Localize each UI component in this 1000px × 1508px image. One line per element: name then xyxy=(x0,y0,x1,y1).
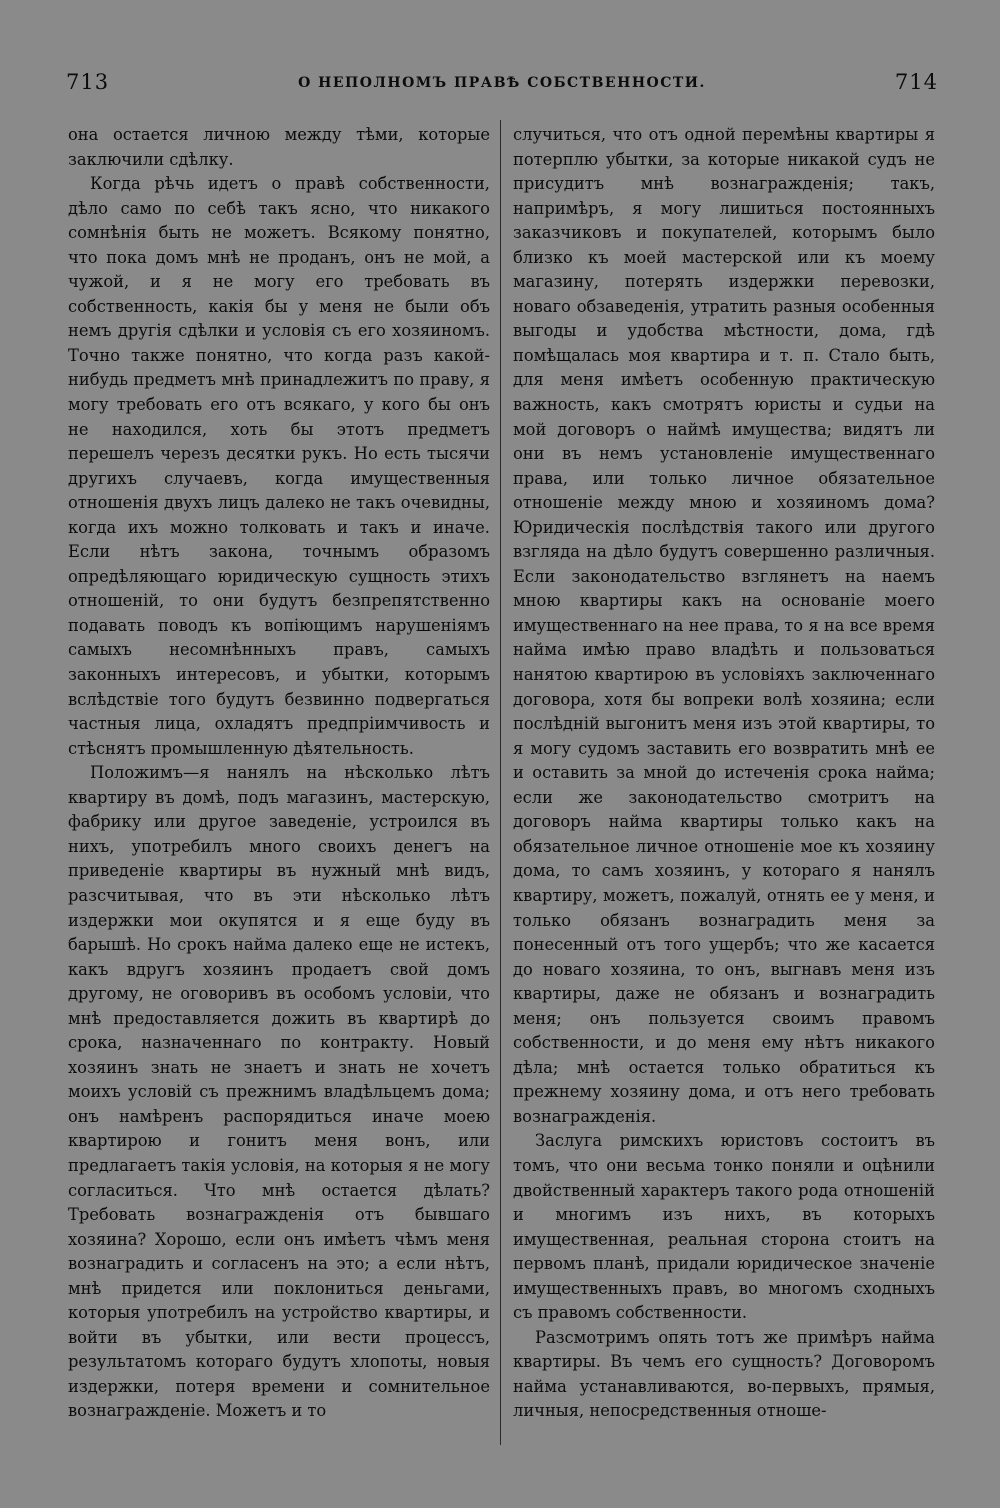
paragraph: Положимъ—я нанялъ на нѣсколько лѣтъ квартиру въ домѣ, подъ магазинъ, мастерскую, фабрику или другое заведеніе, устроился въ нихъ, употребилъ много своихъ денегъ на приведеніе квартиры въ нужный мнѣ видъ, разсчитывая, что въ эти нѣсколько лѣтъ издержки мои окупятся и я еще буду въ барышѣ. Но срокъ найма далеко еще не истекъ, какъ вдругъ хозяинъ продаетъ свой домъ другому, не оговоривъ въ особомъ условіи, что мнѣ предоставляется дожить въ квартирѣ до срока, назначеннаго по контракту. Новый хозяинъ знать не знаетъ и знать не хочетъ моихъ условій съ прежнимъ владѣльцемъ дома; онъ намѣренъ распорядиться иначе моею квартирою и гонитъ меня вонъ, или предлагаетъ такія условія, на которыя я не могу согласиться. Что мнѣ остается дѣлать? Требовать вознагражденія отъ бывшаго хозяина? Хорошо, если онъ имѣетъ чѣмъ меня вознаградить и согласенъ на это; а если нѣтъ, мнѣ придется или поклониться деньгами, которыя употребилъ на устройство квартиры, и войти въ убытки, или вести процессъ, результатомъ котораго будутъ хлопоты, новыя издержки, потеря времени и сомнительное вознагражденіе. Можетъ и то xyxy=(68,763,490,1421)
column-divider xyxy=(500,120,501,1445)
right-column xyxy=(513,123,935,1424)
paragraph: Заслуга римскихъ юристовъ состоитъ въ томъ, что они весьма тонко поняли и оцѣнили двойственный характеръ такого рода отношеній и многимъ изъ нихъ, въ которыхъ имущественная, реальная сторона стоитъ на первомъ планѣ, придали юридическое значеніе имущественныхъ правъ, во многомъ сходныхъ съ правомъ собственности. xyxy=(513,1131,935,1323)
left-column xyxy=(68,123,490,1424)
paragraph: Разсмотримъ опять тотъ же примѣръ найма квартиры. Въ чемъ его сущность? Договоромъ найма устанавливаются, во-первыхъ, прямыя, личныя, непосредственныя отноше- xyxy=(513,1327,935,1421)
paragraph: случиться, что отъ одной перемѣны квартиры я потерплю убытки, за которые никакой судъ не присудитъ мнѣ вознагражденія; такъ, напримѣръ, я могу лишиться постоянныхъ заказчиковъ и покупателей, которымъ было близко къ моей мастерской или къ моему магазину, потерять издержки перевозки, новаго обзаведенія, утратить разныя особенныя выгоды и удобства мѣстности, дома, гдѣ помѣщалась моя квартира и т. п. Стало быть, для меня имѣетъ особенную практическую важность, какъ смотрятъ юристы и судьи на мой договоръ о наймѣ имущества; видятъ ли они въ немъ установленіе имущественнаго права, или только личное обязательное отношеніе между мною и хозяиномъ дома? Юридическія послѣдствія такого или другого взгляда на дѣло будутъ совершенно различныя. Если законодательство взглянетъ на наемъ мною квартиры какъ на основаніе моего имущественнаго на нее права, то я на все время найма имѣю право владѣть и пользоваться нанятою квартирою въ условіяхъ заключеннаго договора, хотя бы вопреки волѣ хозяина; если послѣдній выгонитъ меня изъ этой квартиры, то я могу судомъ заставить его возвратить мнѣ ее и оставить за мной до истеченія срока найма; если же законодательство смотритъ на договоръ найма квартиры только какъ на обязательное личное отношеніе мое къ хозяину дома, то самъ хозяинъ, у котораго я нанялъ квартиру, можетъ, пожалуй, отнять ее у меня, и только обязанъ вознаградить меня за понесенный отъ того ущербъ; что же касается до новаго хозяина, то онъ, выгнавъ меня изъ квартиры, даже не обязанъ и вознаградить меня; онъ пользуется своимъ правомъ собственности, и до меня ему нѣтъ никакого дѣла; мнѣ остается только обратиться къ прежнему хозяину дома, и отъ него требовать вознагражденія. xyxy=(513,125,935,1126)
running-title: О НЕПОЛНОМЪ ПРАВѢ СОБСТВЕННОСТИ. xyxy=(298,75,706,91)
page-number-left: 713 xyxy=(66,70,110,94)
page-header xyxy=(66,70,938,100)
page-number-right: 714 xyxy=(894,70,938,94)
paragraph: Когда рѣчь идетъ о правѣ собственности, дѣло само по себѣ такъ ясно, что никакого сомнѣнія быть не можетъ. Всякому понятно, что пока домъ мнѣ не проданъ, онъ не мой, а чужой, и я не могу его требовать въ собственность, какія бы у меня не были объ немъ другія сдѣлки и условія съ его хозяиномъ. Точно также понятно, что когда разъ какой-нибудь предметъ мнѣ принадлежитъ по праву, я могу требовать его отъ всякаго, у кого бы онъ не находился, хоть бы этотъ предметъ перешелъ черезъ десятки рукъ. Но есть тысячи другихъ случаевъ, когда имущественныя отношенія двухъ лицъ далеко не такъ очевидны, когда ихъ можно толковать и такъ и иначе. Если нѣтъ закона, точнымъ образомъ опредѣляющаго юридическую сущность этихъ отношеній, то они будутъ безпрепятственно подавать поводъ къ вопіющимъ нарушеніямъ самыхъ несомнѣнныхъ правъ, самыхъ законныхъ интересовъ, и убытки, которымъ вслѣдствіе того будутъ безвинно подвергаться частныя лица, охладятъ предпріимчивость и стѣснятъ промышленную дѣятельность. xyxy=(68,174,490,758)
paragraph: она остается личною между тѣми, которые заключили сдѣлку. xyxy=(68,125,490,169)
